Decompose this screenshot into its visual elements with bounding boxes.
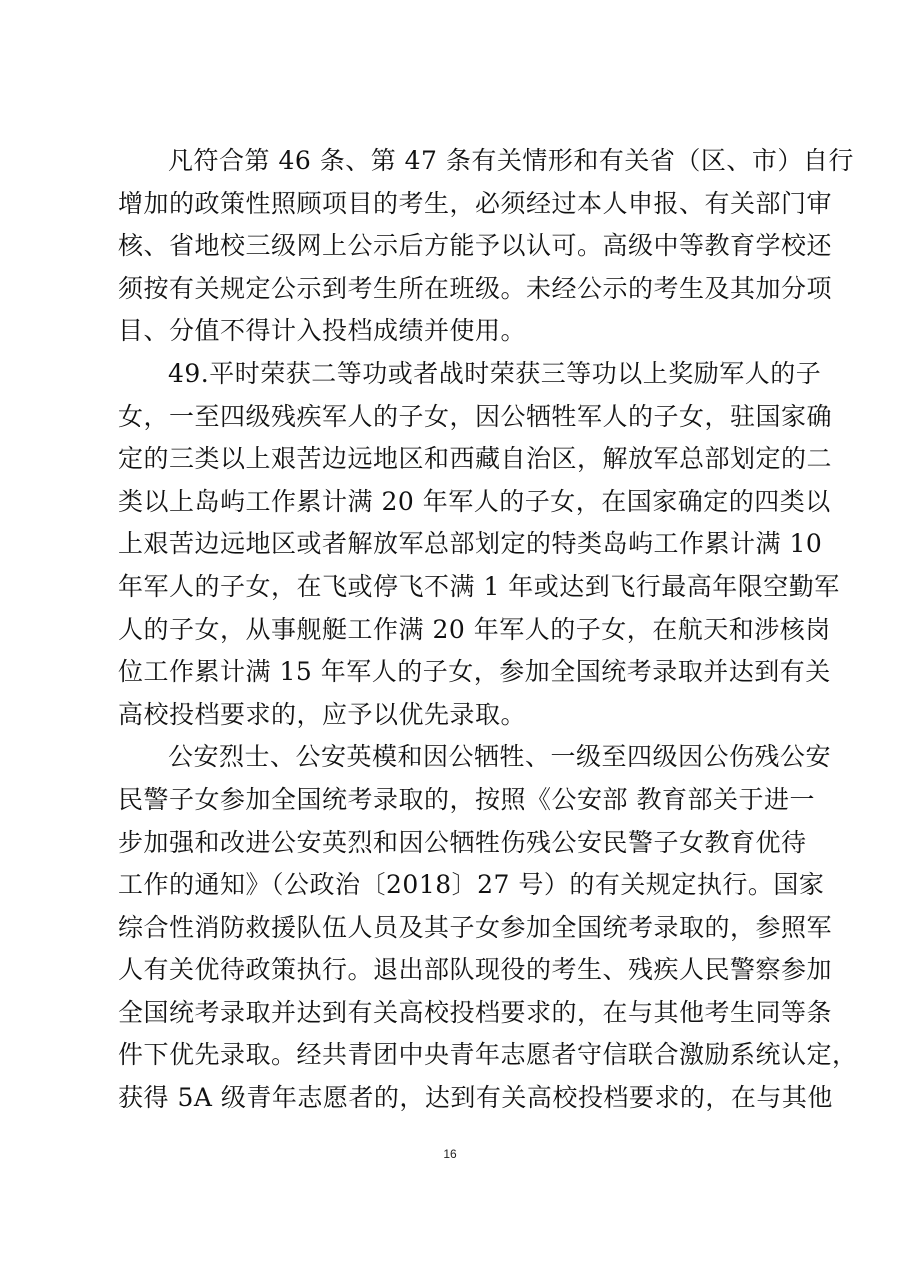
paragraph-2 xyxy=(118,353,840,736)
text-line: 目、分值不得计入投档成绩并使用。 xyxy=(118,316,527,346)
paragraph-3 xyxy=(118,736,858,1119)
text-line: 上艰苦边远地区或者解放军总部划定的特类岛屿工作累计满 10 xyxy=(118,529,823,559)
text-line: 核、省地校三级网上公示后方能予以认可。高级中等教育学校还 xyxy=(118,231,833,261)
text-line: 步加强和改进公安英烈和因公牺牲伤残公安民警子女教育优待 xyxy=(118,827,807,857)
text-line: 49.平时荣获二等功或者战时荣获三等功以上奖励军人的子 xyxy=(168,358,822,388)
text-line: 女，一至四级残疾军人的子女，因公牺牲军人的子女，驻国家确 xyxy=(118,401,833,431)
document-body xyxy=(118,140,858,1120)
text-line: 定的三类以上艰苦边远地区和西藏自治区，解放军总部划定的二 xyxy=(118,444,833,474)
text-line: 民警子女参加全国统考录取的，按照《公安部 教育部关于进一 xyxy=(118,784,815,814)
text-line: 全国统考录取并达到有关高校投档要求的，在与其他考生同等条 xyxy=(118,997,833,1027)
text-line: 工作的通知》（公政治〔2018〕27 号）的有关规定执行。国家 xyxy=(118,870,825,900)
text-line: 增加的政策性照顾项目的考生，必须经过本人申报、有关部门审 xyxy=(118,188,833,218)
text-line: 年军人的子女，在飞或停飞不满 1 年或达到飞行最高年限空勤军 xyxy=(118,571,840,601)
text-line: 人的子女，从事舰艇工作满 20 年军人的子女，在航天和涉核岗 xyxy=(118,614,831,644)
paragraph-1 xyxy=(118,140,854,353)
text-line: 凡符合第 46 条、第 47 条有关情形和有关省（区、市）自行 xyxy=(168,146,854,175)
text-line: 位工作累计满 15 年军人的子女，参加全国统考录取并达到有关 xyxy=(118,657,831,687)
text-line: 综合性消防救援队伍人员及其子女参加全国统考录取的，参照军 xyxy=(118,912,833,942)
page-number: 16 xyxy=(443,1147,457,1161)
text-line: 件下优先录取。经共青团中央青年志愿者守信联合激励系统认定， xyxy=(118,1040,858,1070)
text-line: 公安烈士、公安英模和因公牺牲、一级至四级因公伤残公安 xyxy=(168,742,832,772)
text-line: 获得 5A 级青年志愿者的，达到有关高校投档要求的，在与其他 xyxy=(118,1083,833,1113)
text-line: 高校投档要求的，应予以优先录取。 xyxy=(118,699,527,729)
text-line: 类以上岛屿工作累计满 20 年军人的子女，在国家确定的四类以 xyxy=(118,486,831,516)
text-line: 须按有关规定公示到考生所在班级。未经公示的考生及其加分项 xyxy=(118,273,833,303)
text-line: 人有关优待政策执行。退出部队现役的考生、残疾人民警察参加 xyxy=(118,955,833,985)
